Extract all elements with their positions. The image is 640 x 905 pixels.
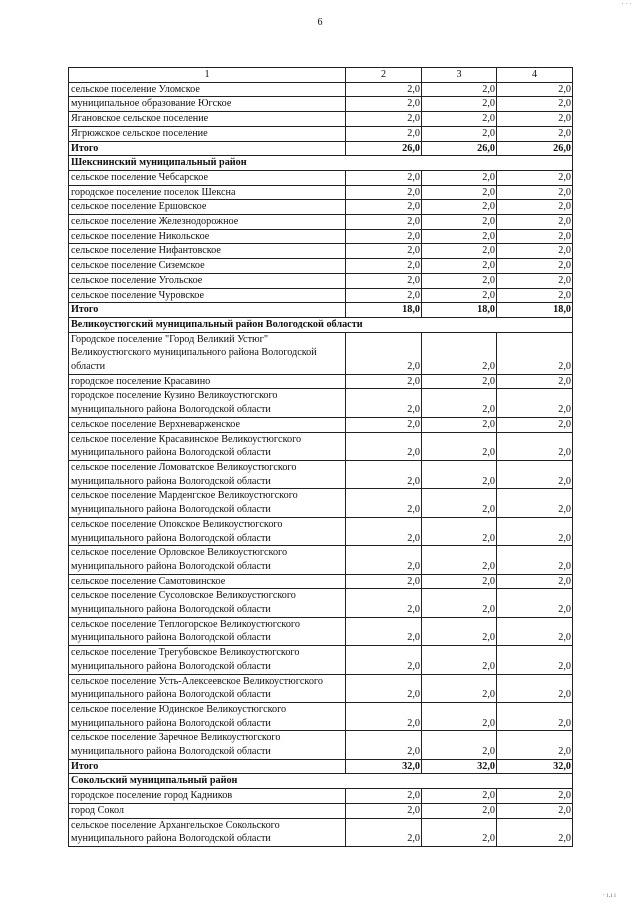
value-cell: 2,0 (497, 389, 573, 417)
settlement-name: сельское поселение Теплогорское Великоустюгского муниципального района Вологодской области (69, 617, 346, 645)
settlement-name: сельское поселение Железнодорожное (69, 215, 346, 230)
table-row (69, 389, 573, 417)
value-cell: 2,0 (422, 646, 497, 674)
value-cell: 2,0 (422, 803, 497, 818)
settlement-name: сельское поселение Опокское Великоустюгского муниципального района Вологодской области (69, 517, 346, 545)
settlement-name: городское поселение город Кадников (69, 789, 346, 804)
value-cell: 2,0 (346, 489, 422, 517)
value-cell: 2,0 (422, 374, 497, 389)
settlement-name: сельское поселение Ершовское (69, 200, 346, 215)
value-cell: 2,0 (346, 229, 422, 244)
settlement-name: сельское поселение Орловское Великоустюгского муниципального района Вологодской области (69, 546, 346, 574)
value-cell: 2,0 (497, 259, 573, 274)
settlement-name: Ягрюжское сельское поселение (69, 126, 346, 141)
value-cell: 2,0 (497, 82, 573, 97)
settlement-name: сельское поселение Никольское (69, 229, 346, 244)
table-row (69, 617, 573, 645)
value-cell: 2,0 (497, 288, 573, 303)
value-cell: 2,0 (422, 702, 497, 730)
value-cell: 2,0 (497, 702, 573, 730)
value-cell: 2,0 (346, 517, 422, 545)
value-cell: 2,0 (346, 674, 422, 702)
value-cell: 2,0 (497, 674, 573, 702)
header-row (69, 68, 573, 83)
value-cell: 26,0 (422, 141, 497, 156)
value-cell: 2,0 (497, 97, 573, 112)
value-cell: 2,0 (346, 731, 422, 759)
value-cell: 2,0 (422, 432, 497, 460)
header-cell: 2 (346, 68, 422, 83)
table-row (69, 229, 573, 244)
table-row (69, 517, 573, 545)
table-row (69, 374, 573, 389)
total-row (69, 303, 573, 318)
value-cell: 2,0 (346, 389, 422, 417)
settlement-name: сельское поселение Чуровское (69, 288, 346, 303)
value-cell: 2,0 (497, 244, 573, 259)
value-cell: 2,0 (346, 818, 422, 846)
value-cell: 2,0 (497, 432, 573, 460)
settlement-name: Итого (69, 141, 346, 156)
value-cell: 2,0 (497, 417, 573, 432)
table-row (69, 731, 573, 759)
value-cell: 2,0 (497, 574, 573, 589)
settlement-name: сельское поселение Сиземское (69, 259, 346, 274)
value-cell: 2,0 (497, 185, 573, 200)
value-cell: 2,0 (497, 589, 573, 617)
value-cell: 2,0 (346, 589, 422, 617)
table-row (69, 432, 573, 460)
section-row (69, 317, 573, 332)
value-cell: 2,0 (346, 546, 422, 574)
table-row (69, 574, 573, 589)
value-cell: 2,0 (346, 259, 422, 274)
section-title: Сокольский муниципальный район (69, 774, 573, 789)
value-cell: 18,0 (346, 303, 422, 318)
value-cell: 32,0 (422, 759, 497, 774)
value-cell: 2,0 (422, 617, 497, 645)
settlement-name: сельское поселение Верхневарженское (69, 417, 346, 432)
value-cell: 2,0 (422, 546, 497, 574)
value-cell: 2,0 (346, 646, 422, 674)
value-cell: 2,0 (422, 332, 497, 374)
settlement-name: сельское поселение Чебсарское (69, 170, 346, 185)
value-cell: 2,0 (346, 82, 422, 97)
value-cell: 2,0 (346, 200, 422, 215)
header-cell: 1 (69, 68, 346, 83)
table-row (69, 244, 573, 259)
value-cell: 2,0 (346, 432, 422, 460)
value-cell: 2,0 (422, 215, 497, 230)
settlement-name: сельское поселение Юдинское Великоустюгского муниципального района Вологодской области (69, 702, 346, 730)
value-cell: 2,0 (422, 818, 497, 846)
value-cell: 2,0 (346, 288, 422, 303)
value-cell: 2,0 (422, 273, 497, 288)
value-cell: 26,0 (346, 141, 422, 156)
table-row (69, 332, 573, 374)
value-cell: 2,0 (497, 803, 573, 818)
settlement-name: город Сокол (69, 803, 346, 818)
page-number: 6 (317, 17, 323, 28)
value-cell: 2,0 (346, 185, 422, 200)
value-cell: 2,0 (497, 229, 573, 244)
value-cell: 2,0 (497, 200, 573, 215)
settlement-name: сельское поселение Усть-Алексеевское Великоустюгского муниципального района Вологодской области (69, 674, 346, 702)
table-body (69, 82, 573, 846)
settlement-name: сельское поселение Марденгское Великоустюгского муниципального района Вологодской области (69, 489, 346, 517)
value-cell: 2,0 (422, 674, 497, 702)
table-row (69, 674, 573, 702)
value-cell: 18,0 (422, 303, 497, 318)
table-row (69, 288, 573, 303)
value-cell: 2,0 (422, 489, 497, 517)
value-cell: 2,0 (422, 112, 497, 127)
value-cell: 2,0 (346, 97, 422, 112)
value-cell: 2,0 (422, 460, 497, 488)
settlement-name: сельское поселение Заречное Великоустюгского муниципального района Вологодской области (69, 731, 346, 759)
table-row (69, 789, 573, 804)
value-cell: 2,0 (422, 574, 497, 589)
table-row (69, 185, 573, 200)
value-cell: 2,0 (346, 803, 422, 818)
table-row (69, 702, 573, 730)
value-cell: 2,0 (422, 589, 497, 617)
settlement-name: Городское поселение "Город Великий Устюг" Великоустюгского муниципального района Вологодской области (69, 332, 346, 374)
value-cell: 2,0 (422, 97, 497, 112)
value-cell: 2,0 (422, 244, 497, 259)
settlement-name: Итого (69, 303, 346, 318)
section-title: Великоустюгский муниципальный район Вологодской области (69, 317, 573, 332)
table-row (69, 803, 573, 818)
value-cell: 2,0 (497, 489, 573, 517)
settlement-name: сельское поселение Уломское (69, 82, 346, 97)
table-row (69, 589, 573, 617)
section-row (69, 156, 573, 171)
header-cell: 3 (422, 68, 497, 83)
value-cell: 2,0 (497, 332, 573, 374)
value-cell: 2,0 (346, 244, 422, 259)
table-row (69, 489, 573, 517)
settlement-name: сельское поселение Сусоловское Великоустюгского муниципального района Вологодской области (69, 589, 346, 617)
settlement-name: сельское поселение Красавинское Великоустюгского муниципального района Вологодской области (69, 432, 346, 460)
value-cell: 2,0 (422, 82, 497, 97)
settlement-name: сельское поселение Трегубовское Великоустюгского муниципального района Вологодской области (69, 646, 346, 674)
section-title: Шекснинский муниципальный район (69, 156, 573, 171)
value-cell: 2,0 (497, 617, 573, 645)
value-cell: 2,0 (422, 417, 497, 432)
value-cell: 2,0 (346, 126, 422, 141)
value-cell: 2,0 (422, 389, 497, 417)
total-row (69, 141, 573, 156)
settlement-name: сельское поселение Ломоватское Великоустюгского муниципального района Вологодской области (69, 460, 346, 488)
value-cell: 2,0 (422, 185, 497, 200)
value-cell: 2,0 (346, 215, 422, 230)
total-row (69, 759, 573, 774)
table-row (69, 126, 573, 141)
table-row (69, 818, 573, 846)
value-cell: 2,0 (422, 170, 497, 185)
value-cell: 2,0 (497, 374, 573, 389)
settlement-name: сельское поселение Нифантовское (69, 244, 346, 259)
allocation-table (68, 67, 573, 847)
value-cell: 32,0 (346, 759, 422, 774)
value-cell: 2,0 (346, 617, 422, 645)
settlement-name: Ягановское сельское поселение (69, 112, 346, 127)
settlement-name: сельское поселение Архангельское Сокольского муниципального района Вологодской области (69, 818, 346, 846)
settlement-name: сельское поселение Угольское (69, 273, 346, 288)
header-cell: 4 (497, 68, 573, 83)
table-row (69, 82, 573, 97)
value-cell: 2,0 (497, 273, 573, 288)
value-cell: 2,0 (497, 646, 573, 674)
table-row (69, 460, 573, 488)
table-row (69, 417, 573, 432)
table-row (69, 200, 573, 215)
corner-mark: · · · (621, 0, 632, 8)
value-cell: 2,0 (497, 460, 573, 488)
corner-mark: · ı.ı ı (602, 891, 616, 899)
value-cell: 32,0 (497, 759, 573, 774)
table-row (69, 273, 573, 288)
settlement-name: городское поселение Кузино Великоустюгского муниципального района Вологодской области (69, 389, 346, 417)
value-cell: 2,0 (497, 215, 573, 230)
value-cell: 2,0 (497, 170, 573, 185)
value-cell: 26,0 (497, 141, 573, 156)
table-row (69, 97, 573, 112)
value-cell: 2,0 (346, 332, 422, 374)
value-cell: 2,0 (422, 126, 497, 141)
value-cell: 2,0 (346, 112, 422, 127)
value-cell: 2,0 (346, 789, 422, 804)
table-row (69, 546, 573, 574)
value-cell: 2,0 (346, 417, 422, 432)
table-row (69, 112, 573, 127)
value-cell: 2,0 (346, 170, 422, 185)
value-cell: 2,0 (497, 731, 573, 759)
value-cell: 2,0 (422, 200, 497, 215)
value-cell: 2,0 (346, 273, 422, 288)
settlement-name: городское поселение поселок Шексна (69, 185, 346, 200)
value-cell: 2,0 (497, 789, 573, 804)
value-cell: 2,0 (346, 574, 422, 589)
value-cell: 2,0 (497, 818, 573, 846)
value-cell: 2,0 (422, 288, 497, 303)
value-cell: 2,0 (346, 374, 422, 389)
table-row (69, 170, 573, 185)
value-cell: 2,0 (497, 112, 573, 127)
value-cell: 2,0 (497, 546, 573, 574)
table-row (69, 215, 573, 230)
value-cell: 2,0 (346, 702, 422, 730)
settlement-name: городское поселение Красавино (69, 374, 346, 389)
value-cell: 2,0 (422, 789, 497, 804)
value-cell: 2,0 (497, 517, 573, 545)
value-cell: 2,0 (422, 731, 497, 759)
table-row (69, 259, 573, 274)
value-cell: 18,0 (497, 303, 573, 318)
value-cell: 2,0 (497, 126, 573, 141)
settlement-name: Итого (69, 759, 346, 774)
table-row (69, 646, 573, 674)
settlement-name: муниципальное образование Югское (69, 97, 346, 112)
value-cell: 2,0 (346, 460, 422, 488)
settlement-name: сельское поселение Самотовинское (69, 574, 346, 589)
value-cell: 2,0 (422, 259, 497, 274)
value-cell: 2,0 (422, 229, 497, 244)
section-row (69, 774, 573, 789)
value-cell: 2,0 (422, 517, 497, 545)
